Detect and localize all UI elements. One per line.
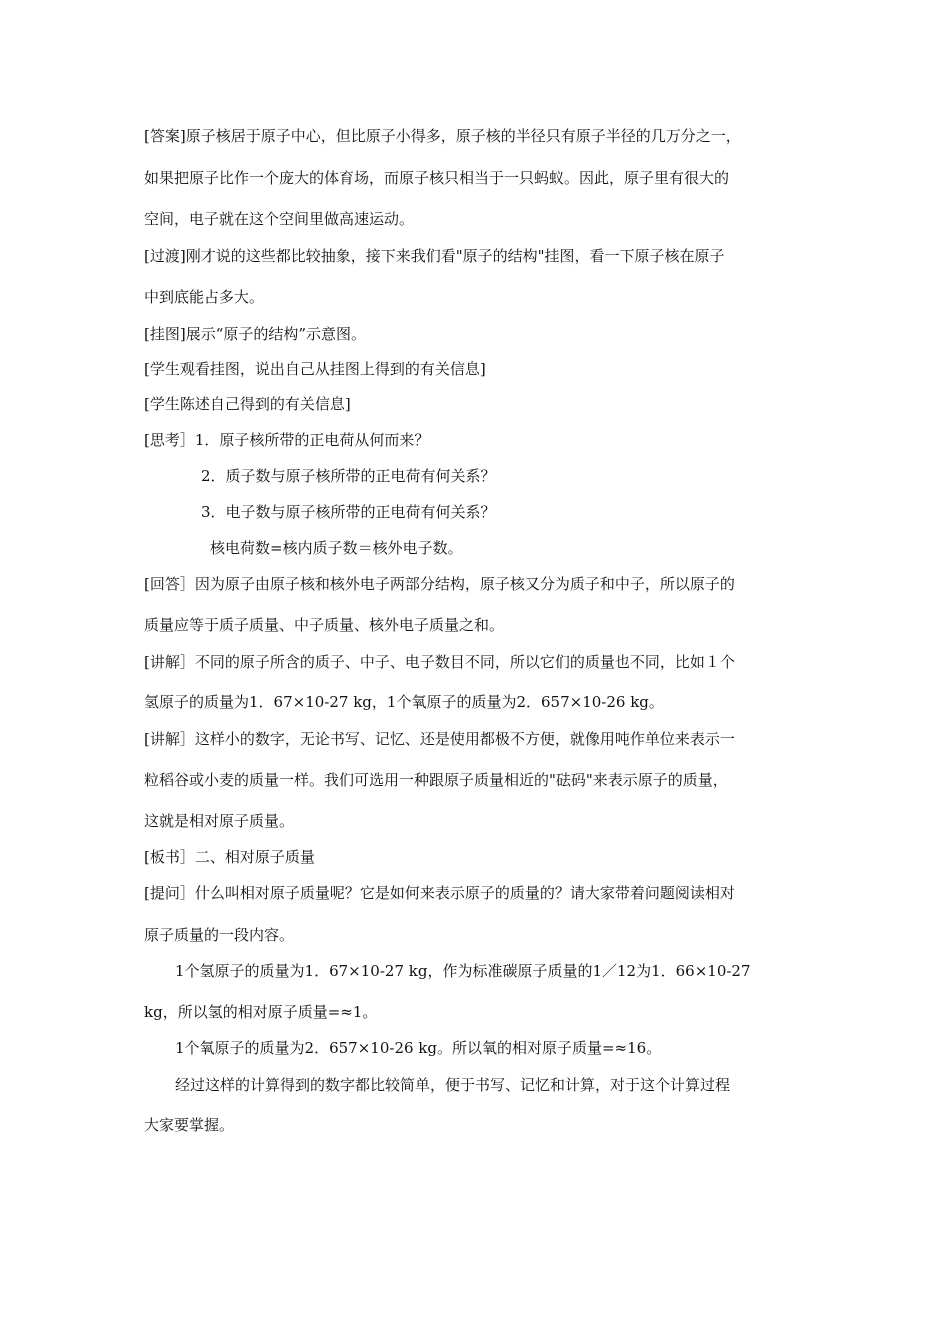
text-line: [挂图]展示“原子的结构”示意图。 bbox=[144, 325, 367, 343]
text-line: 1个氧原子的质量为2．657×10-26 kg。所以氧的相对原子质量=≈16。 bbox=[175, 1039, 662, 1057]
text-line: 2．质子数与原子核所带的正电荷有何关系？ bbox=[201, 467, 496, 485]
text-line: 空间，电子就在这个空间里做高速运动。 bbox=[144, 210, 415, 228]
text-line: 粒稻谷或小麦的质量一样。我们可选用一种跟原子质量相近的"砝码"来表示原子的质量， bbox=[144, 771, 728, 789]
text-line: [学生陈述自己得到的有关信息] bbox=[144, 395, 351, 413]
text-line: kg，所以氢的相对原子质量=≈1。 bbox=[144, 1003, 378, 1021]
text-line: 大家要掌握。 bbox=[144, 1116, 235, 1134]
text-line: 3．电子数与原子核所带的正电荷有何关系？ bbox=[201, 503, 496, 521]
text-line: 核电荷数=核内质子数＝核外电子数。 bbox=[210, 539, 463, 557]
text-line: [思考］1．原子核所带的正电荷从何而来？ bbox=[144, 431, 430, 449]
text-line: 质量应等于质子质量、中子质量、核外电子质量之和。 bbox=[144, 616, 505, 634]
text-line: [学生观看挂图，说出自己从挂图上得到的有关信息] bbox=[144, 360, 486, 378]
text-line: [板书］二、相对原子质量 bbox=[144, 848, 315, 866]
text-line: 经过这样的计算得到的数字都比较简单，便于书写、记忆和计算，对于这个计算过程 bbox=[175, 1076, 731, 1094]
text-line: [答案]原子核居于原子中心，但比原子小得多，原子核的半径只有原子半径的几万分之一， bbox=[144, 127, 741, 145]
text-line: [讲解］不同的原子所含的质子、中子、电子数目不同，所以它们的质量也不同，比如１个 bbox=[144, 653, 735, 671]
text-line: 氢原子的质量为1．67×10-27 kg，1个氧原子的质量为2．657×10-26 kg。 bbox=[144, 693, 664, 711]
text-line: [回答］因为原子由原子核和核外电子两部分结构，原子核又分为质子和中子，所以原子的 bbox=[144, 575, 735, 593]
text-line: [过渡]刚才说的这些都比较抽象，接下来我们看"原子的结构"挂图，看一下原子核在原子 bbox=[144, 247, 725, 265]
text-line: [提问］什么叫相对原子质量呢？它是如何来表示原子的质量的？请大家带着问题阅读相对 bbox=[144, 884, 735, 902]
text-line: 中到底能占多大。 bbox=[144, 288, 265, 306]
text-line: [讲解］这样小的数字，无论书写、记忆、还是使用都极不方便，就像用吨作单位来表示一 bbox=[144, 730, 735, 748]
text-line: 原子质量的一段内容。 bbox=[144, 926, 295, 944]
text-line: 1个氢原子的质量为1．67×10-27 kg，作为标准碳原子质量的1／12为1．66×10-27 bbox=[175, 962, 751, 980]
text-line: 这就是相对原子质量。 bbox=[144, 812, 295, 830]
text-line: 如果把原子比作一个庞大的体育场，而原子核只相当于一只蚂蚁。因此，原子里有很大的 bbox=[144, 169, 730, 187]
